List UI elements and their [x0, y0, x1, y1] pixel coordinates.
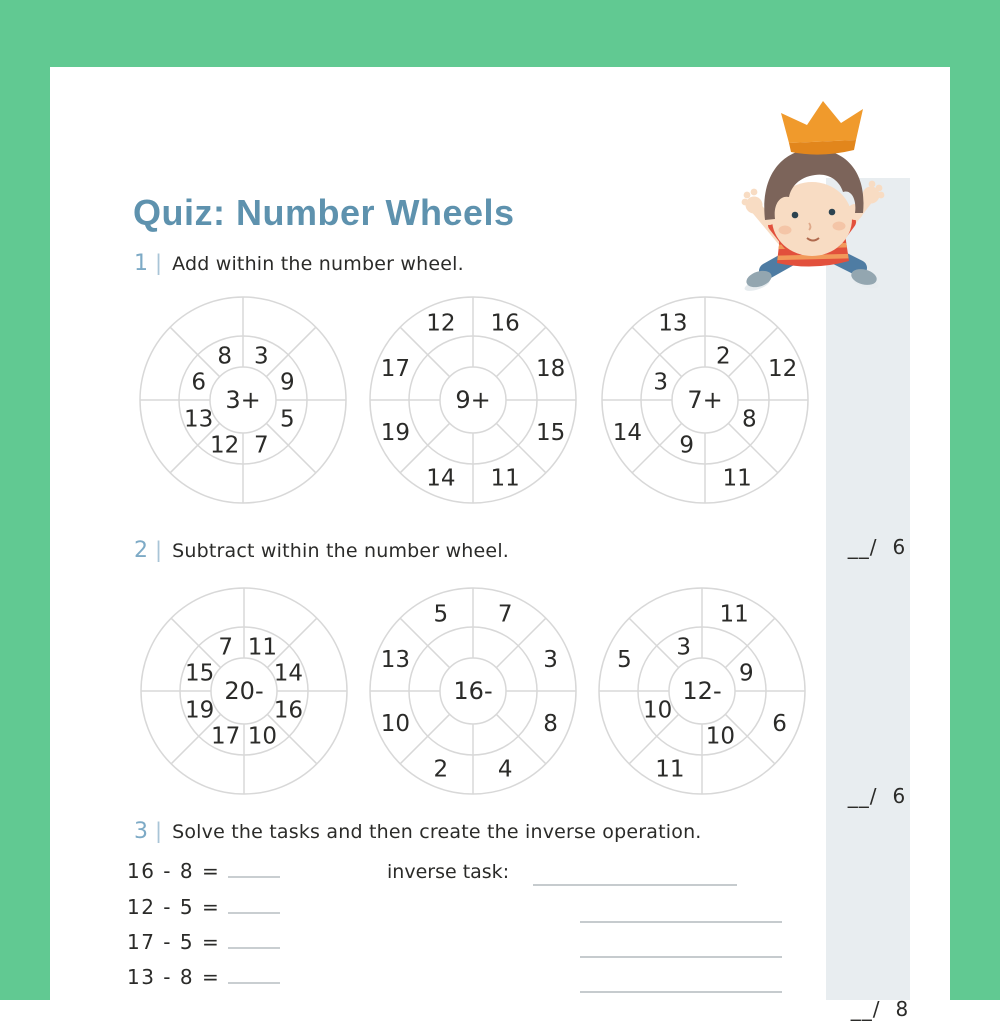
wheel-number: 5: [280, 406, 295, 433]
wheel-number: 16: [273, 697, 303, 724]
wheel-number: 8: [543, 711, 558, 738]
wheel-number: 6: [772, 711, 787, 738]
wheel-number: 19: [380, 420, 411, 447]
task-equation: 16 - 8 =: [127, 859, 221, 883]
section-instruction: Solve the tasks and then create the inverse operation.: [172, 821, 702, 843]
wheel-number: 14: [426, 465, 456, 492]
task-row-2: [127, 895, 280, 919]
number-wheel-16-minus: [367, 585, 579, 797]
boy-eye-left: [792, 212, 799, 219]
wheel-number: 15: [185, 660, 215, 687]
border-left: [0, 0, 50, 1000]
wheel-number: 17: [210, 723, 241, 750]
inverse-task-line-2: [580, 921, 782, 923]
wheel-number: 15: [535, 420, 566, 447]
section-separator: |: [155, 819, 163, 843]
score-field-3: [836, 973, 909, 1021]
wheel-number: 13: [380, 646, 411, 673]
wheel-number: 14: [612, 420, 643, 447]
wheel-number: 10: [380, 711, 411, 738]
wheel-number: 11: [722, 465, 752, 492]
wheel-number: 5: [433, 601, 449, 628]
wheel-number: 12: [209, 432, 240, 459]
score-divider: /: [869, 784, 878, 808]
wheel-number: 12: [767, 355, 798, 382]
inverse-task-line-1: [533, 884, 737, 886]
crown-icon: [781, 101, 863, 143]
wheel-number: 18: [535, 355, 566, 382]
wheel-number: 9: [280, 369, 295, 396]
score-max: 8: [895, 997, 910, 1021]
answer-blank: [228, 896, 280, 914]
score-field-2: [833, 760, 906, 808]
inverse-task-label: inverse task:: [387, 861, 510, 883]
wheel-center-operation: 20-: [224, 677, 264, 705]
wheel-number: 10: [705, 723, 736, 750]
wheel-center-operation: 12-: [682, 677, 722, 705]
score-blank: __: [847, 784, 870, 808]
boy-with-crown-illustration: [735, 95, 970, 300]
wheel-center-operation: 16-: [453, 677, 493, 705]
number-wheel-12-minus: [596, 585, 808, 797]
answer-blank: [228, 966, 280, 984]
score-field-1: [833, 511, 906, 559]
section-header-3: [134, 819, 702, 844]
page-title: Quiz: Number Wheels: [133, 192, 515, 233]
wheel-number: 11: [247, 634, 278, 661]
wheel-number: 6: [191, 369, 206, 396]
wheel-center-operation: 3+: [225, 386, 261, 414]
wheel-number: 5: [617, 646, 632, 673]
score-max: 6: [892, 784, 907, 808]
wheel-number: 4: [497, 756, 513, 783]
wheel-number: 7: [218, 634, 233, 661]
number-wheel-3-plus: [137, 294, 349, 506]
section-number: 3: [134, 819, 148, 844]
wheel-number: 12: [426, 310, 456, 337]
task-row-4: [127, 965, 280, 989]
wheel-number: 2: [433, 756, 449, 783]
task-row-3: [127, 930, 280, 954]
task-equation: 13 - 8 =: [127, 965, 221, 989]
wheel-number: 17: [380, 355, 411, 382]
wheel-number: 13: [184, 406, 214, 433]
wheel-number: 9: [739, 660, 754, 687]
number-wheel-20-minus: [138, 585, 350, 797]
section-separator: |: [155, 251, 163, 275]
section-separator: |: [155, 538, 163, 562]
wheel-number: 11: [490, 465, 520, 492]
section-instruction: Add within the number wheel.: [172, 253, 464, 275]
wheel-number: 3: [254, 343, 269, 370]
score-strip: [826, 178, 910, 1000]
wheel-number: 7: [497, 601, 513, 628]
inverse-task-line-4: [580, 991, 782, 993]
wheel-number: 8: [217, 343, 232, 370]
wheel-number: 9: [679, 432, 694, 459]
task-equation: 17 - 5 =: [127, 930, 221, 954]
section-number: 2: [134, 538, 148, 563]
wheel-center-operation: 7+: [687, 386, 723, 414]
score-blank: __: [850, 997, 873, 1021]
wheel-number: 14: [273, 660, 303, 687]
score-divider: /: [872, 997, 881, 1021]
number-wheel-9-plus: [367, 294, 579, 506]
inverse-task-line-3: [580, 956, 782, 958]
wheel-number: 10: [247, 723, 278, 750]
wheel-number: 7: [254, 432, 269, 459]
wheel-number: 8: [742, 406, 757, 433]
wheel-number: 2: [716, 343, 731, 370]
wheel-number: 16: [490, 310, 520, 337]
wheel-number: 10: [643, 697, 673, 724]
wheel-number: 11: [655, 756, 685, 783]
answer-blank: [228, 931, 280, 949]
wheel-number: 19: [185, 697, 215, 724]
boy-eye-right: [829, 209, 836, 216]
wheel-center-operation: 9+: [455, 386, 491, 414]
border-top: [0, 0, 1000, 67]
task-equation: 12 - 5 =: [127, 895, 221, 919]
section-header-1: [134, 251, 464, 276]
answer-blank: [228, 860, 280, 878]
score-max: 6: [892, 535, 907, 559]
section-number: 1: [134, 251, 148, 276]
wheel-number: 13: [658, 310, 688, 337]
number-wheel-7-plus: [599, 294, 811, 506]
wheel-number: 3: [676, 634, 691, 661]
wheel-number: 3: [543, 646, 558, 673]
task-row-1: [127, 859, 280, 883]
wheel-number: 11: [719, 601, 749, 628]
wheel-number: 3: [653, 369, 668, 396]
score-divider: /: [869, 535, 878, 559]
section-header-2: [134, 538, 509, 563]
score-blank: __: [847, 535, 870, 559]
section-instruction: Subtract within the number wheel.: [172, 540, 510, 562]
